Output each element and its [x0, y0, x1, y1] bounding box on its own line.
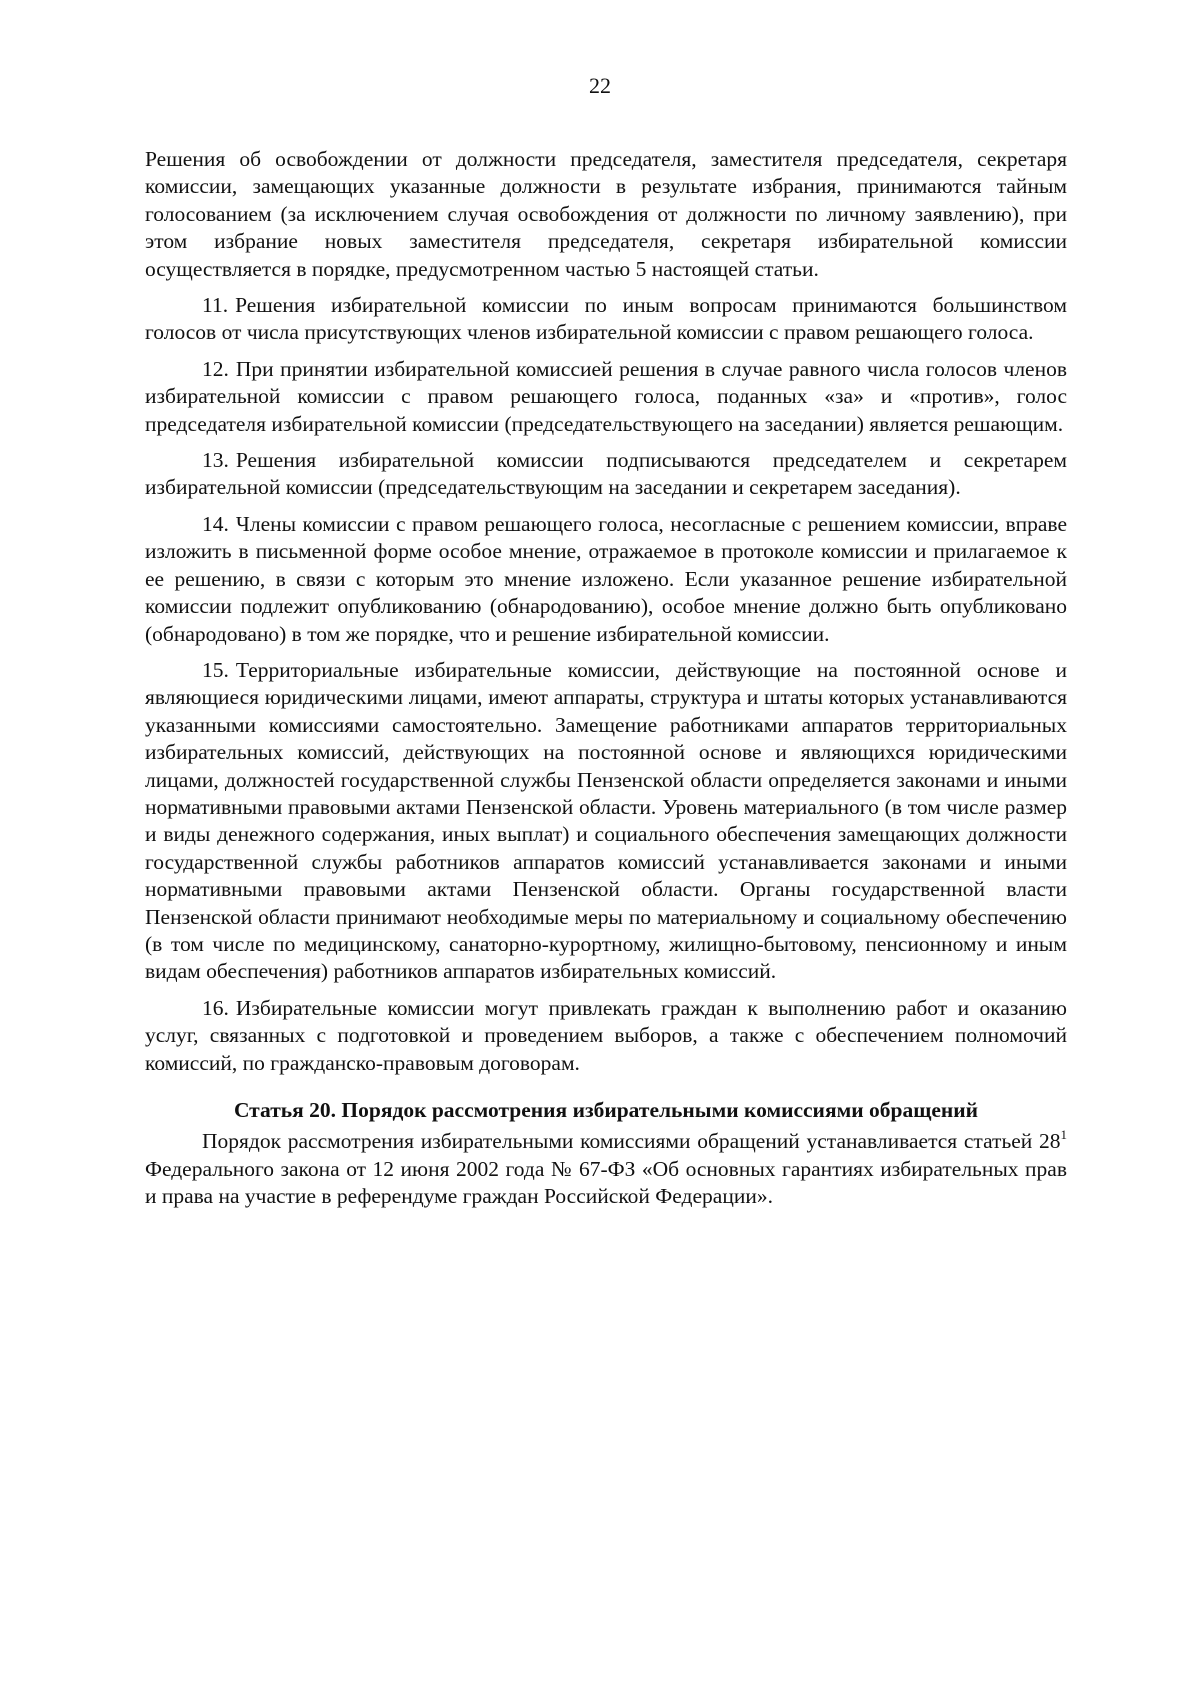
paragraph-number: 11.	[202, 293, 229, 318]
paragraph-11	[145, 292, 1067, 347]
paragraph-12	[145, 356, 1067, 438]
paragraph-13	[145, 447, 1067, 502]
paragraph-text: Решения избирательной комиссии по иным вопросам принимаются большинством голосов от числа присутствующих членов избирательной комиссии с правом решающего голоса.	[145, 293, 1067, 345]
page-number: 22	[589, 73, 611, 98]
paragraph-number: 13.	[202, 448, 229, 473]
paragraph-text: Территориальные избирательные комиссии, действующие на постоянной основе и являющиеся юридическими лицами, имеют аппараты, структура и штаты которых устанавливаются указанными комиссиями самостоятельно. Замещение работниками аппаратов территориальных избирательных комиссий, действующих на постоянной основе и являющихся юридическими лицами, должностей государственной службы Пензенской области определяется законами и иными нормативными правовыми актами Пензенской области. Уровень материального (в том числе размер и виды денежного содержания, иных выплат) и социального обеспечения замещающих должности государственной службы работников аппаратов комиссий устанавливается законами и иными нормативными правовыми актами Пензенской области. Органы государственной власти Пензенской области принимают необходимые меры по материальному и социальному обеспечению (в том числе по медицинскому, санаторно-курортному, жилищно-бытовому, пенсионному и иным видам обеспечения) работников аппаратов избирательных комиссий.	[145, 657, 1067, 984]
article-heading: Статья 20. Порядок рассмотрения избирательными комиссиями обращений	[233, 1098, 979, 1122]
paragraph-15	[145, 657, 1067, 986]
paragraph-number: 15.	[202, 657, 229, 682]
paragraph-text: Избирательные комиссии могут привлекать граждан к выполнению работ и оказанию услуг, связанных с подготовкой и проведением выборов, а также с обеспечением полномочий комиссий, по гражданско-правовым договорам.	[145, 995, 1067, 1075]
paragraph-16	[145, 995, 1067, 1077]
paragraph-number: 12.	[202, 356, 229, 381]
paragraph-text: Члены комиссии с правом решающего голоса, несогласные с решением комиссии, вправе изложить в письменной форме особое мнение, отражаемое в протоколе комиссии и прилагаемое к ее решению, в связи с которым это мнение изложено. Если указанное решение избирательной комиссии подлежит опубликованию (обнародованию), особое мнение должно быть опубликовано (обнародовано) в том же порядке, что и решение избирательной комиссии.	[145, 511, 1067, 646]
article-superscript: 1	[1060, 1127, 1067, 1143]
paragraph-continuation	[145, 146, 1067, 283]
paragraph-number: 16.	[202, 995, 229, 1020]
paragraph-text: Решения избирательной комиссии подписываются председателем и секретарем избирательной комиссии (председательствующим на заседании и секретарем заседания).	[145, 448, 1067, 500]
paragraph-text: При принятии избирательной комиссией решения в случае равного числа голосов членов избирательной комиссии с правом решающего голоса, поданных «за» и «против», голос председателя избирательной комиссии (председательствующего на заседании) является решающим.	[145, 356, 1067, 436]
paragraph-number: 14.	[202, 511, 229, 536]
paragraph-14	[145, 511, 1067, 648]
document-body	[145, 146, 1067, 1220]
article-20-paragraph	[145, 1128, 1067, 1210]
article-text-after: Федерального закона от 12 июня 2002 года № 67-ФЗ «Об основных гарантиях избирательных прав и права на участие в референдуме граждан Российской Федерации».	[145, 1156, 1067, 1209]
paragraph-text: Решения об освобождении от должности председателя, заместителя председателя, секретаря комиссии, замещающих указанные должности в результате избрания, принимаются тайным голосованием (за исключением случая освобождения от должности по личному заявлению), при этом избрание новых заместителя председателя, секретаря избирательной комиссии осуществляется в порядке, предусмотренном частью 5 настоящей статьи.	[145, 147, 1067, 281]
article-text-before: Порядок рассмотрения избирательными комиссиями обращений устанавливается статьей 28	[202, 1129, 1061, 1154]
